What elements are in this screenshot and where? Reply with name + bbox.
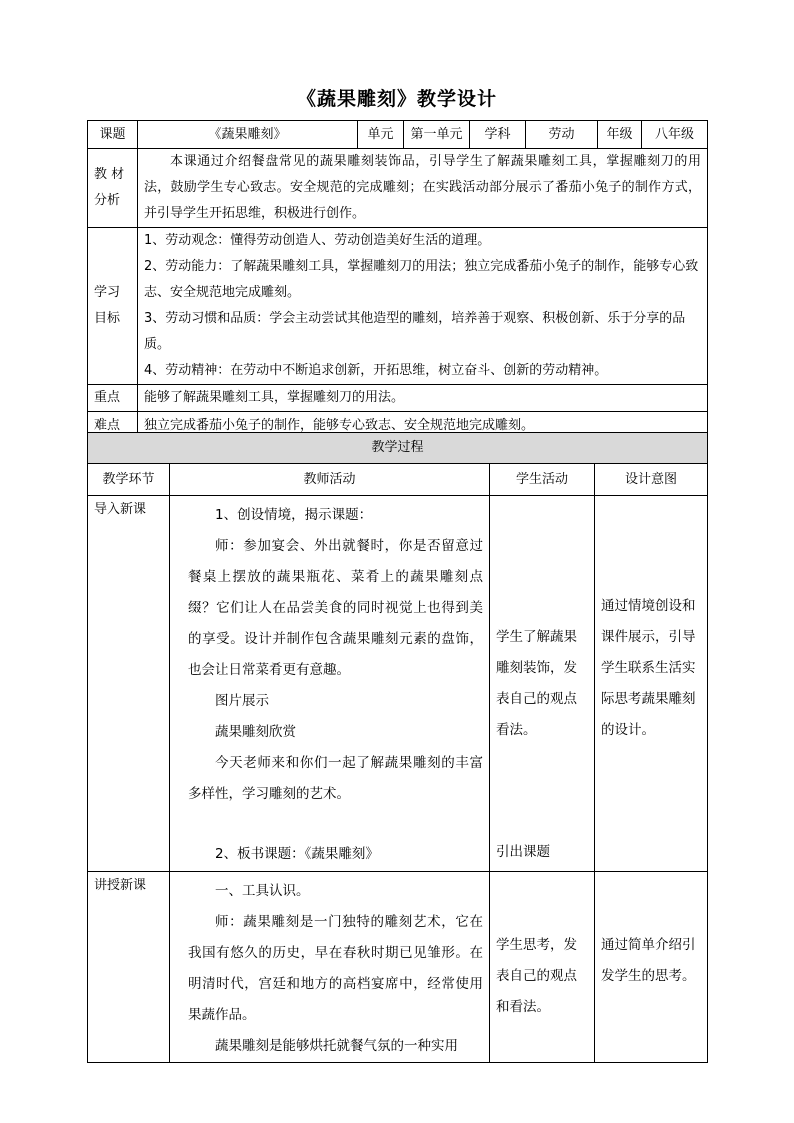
analysis-label	[88, 149, 138, 228]
goal-item: 1、劳动观念：懂得劳动创造人、劳动创造美好生活的道理。	[144, 233, 491, 248]
teacher-line: 一、工具认识。	[215, 883, 310, 899]
design-intent-lecture	[595, 872, 708, 1063]
design-intent-intro	[595, 496, 708, 872]
goals-list	[138, 228, 708, 385]
difficulty-text: 独立完成番茄小兔子的制作，能够专心致志、安全规范地完成雕刻。	[138, 412, 708, 440]
student-activity-lecture	[490, 872, 595, 1063]
teacher-line: 1、创设情境，揭示课题：	[215, 507, 373, 523]
column-header-student: 学生活动	[490, 464, 595, 496]
teaching-process-table	[87, 432, 708, 1063]
student-line: 学生了解蔬果雕刻装饰，发表自己的观点看法。	[496, 629, 577, 738]
document-title: 《蔬果雕刻》教学设计	[296, 88, 497, 110]
difficulty-label: 难点	[88, 412, 138, 440]
analysis-label-line2: 分析	[94, 193, 121, 208]
intent-line: 通过情境创设和课件展示，引导学生联系生活实际思考蔬果雕刻的设计。	[601, 598, 696, 738]
teacher-activity-intro	[170, 496, 490, 872]
analysis-text: 本课通过介绍餐盘常见的蔬果雕刻装饰品，引导学生了解蔬果雕刻工具，掌握雕刻刀的用法，鼓励学生专心致志。安全规范的完成雕刻；在实践活动部分展示了番茄小兔子的制作方式，并引导学生开拓思维，积极进行创作。	[138, 149, 708, 228]
teacher-line: 蔬果雕刻是能够烘托就餐气氛的一种实用	[215, 1038, 458, 1054]
goals-label-line1: 学习	[94, 285, 121, 300]
column-header-stage: 教学环节	[88, 464, 170, 496]
teacher-activity-lecture	[170, 872, 490, 1063]
subject-label: 学科	[470, 121, 526, 149]
course-value: 《蔬果雕刻》	[138, 121, 358, 149]
teacher-line: 师：参加宴会、外出就餐时，你是否留意过餐桌上摆放的蔬果瓶花、菜肴上的蔬果雕刻点缀？它们让人在品尝美食的同时视觉上也得到美的享受。设计并制作包含蔬果雕刻元素的盘饰，也会让日常菜肴更有意趣。	[188, 538, 483, 678]
stage-intro: 导入新课	[88, 496, 170, 872]
teacher-line: 蔬果雕刻欣赏	[215, 724, 296, 740]
teacher-line: 师：蔬果雕刻是一门独特的雕刻艺术，它在我国有悠久的历史，早在春秋时期已见雏形。在明清时代，宫廷和地方的高档宴席中，经常使用果蔬作品。	[188, 914, 483, 1023]
subject-value: 劳动	[526, 121, 598, 149]
key-point-label: 重点	[88, 385, 138, 412]
intent-line: 通过简单介绍引发学生的思考。	[601, 937, 696, 984]
teacher-line: 今天老师来和你们一起了解蔬果雕刻的丰富多样性，学习雕刻的艺术。	[188, 755, 483, 802]
lesson-info-table	[87, 120, 708, 440]
goal-item: 4、劳动精神：在劳动中不断追求创新，开拓思维，树立奋斗、创新的劳动精神。	[144, 363, 608, 378]
goal-item: 2、劳动能力：了解蔬果雕刻工具，掌握雕刻刀的用法；独立完成番茄小兔子的制作，能够专心致志、安全规范地完成雕刻。	[144, 259, 699, 300]
grade-value: 八年级	[642, 121, 708, 149]
key-point-text: 能够了解蔬果雕刻工具，掌握雕刻刀的用法。	[138, 385, 708, 412]
teacher-line: 图片展示	[215, 693, 269, 709]
column-header-teacher: 教师活动	[170, 464, 490, 496]
stage-lecture: 讲授新课	[88, 872, 170, 1063]
student-line: 引出课题	[496, 844, 550, 860]
student-line: 学生思考，发表自己的观点和看法。	[496, 937, 577, 1015]
goals-label	[88, 228, 138, 385]
column-header-intent: 设计意图	[595, 464, 708, 496]
teacher-line: 2、板书课题：《蔬果雕刻》	[215, 846, 379, 862]
course-label: 课题	[88, 121, 138, 149]
process-title: 教学过程	[88, 433, 708, 464]
goal-item: 3、劳动习惯和品质：学会主动尝试其他造型的雕刻，培养善于观察、积极创新、乐于分享的品质。	[144, 311, 686, 352]
grade-label: 年级	[598, 121, 642, 149]
goals-label-line2: 目标	[94, 311, 121, 326]
unit-value: 第一单元	[404, 121, 470, 149]
analysis-label-line1: 教 材	[94, 167, 125, 182]
student-activity-intro	[490, 496, 595, 872]
unit-label: 单元	[358, 121, 404, 149]
